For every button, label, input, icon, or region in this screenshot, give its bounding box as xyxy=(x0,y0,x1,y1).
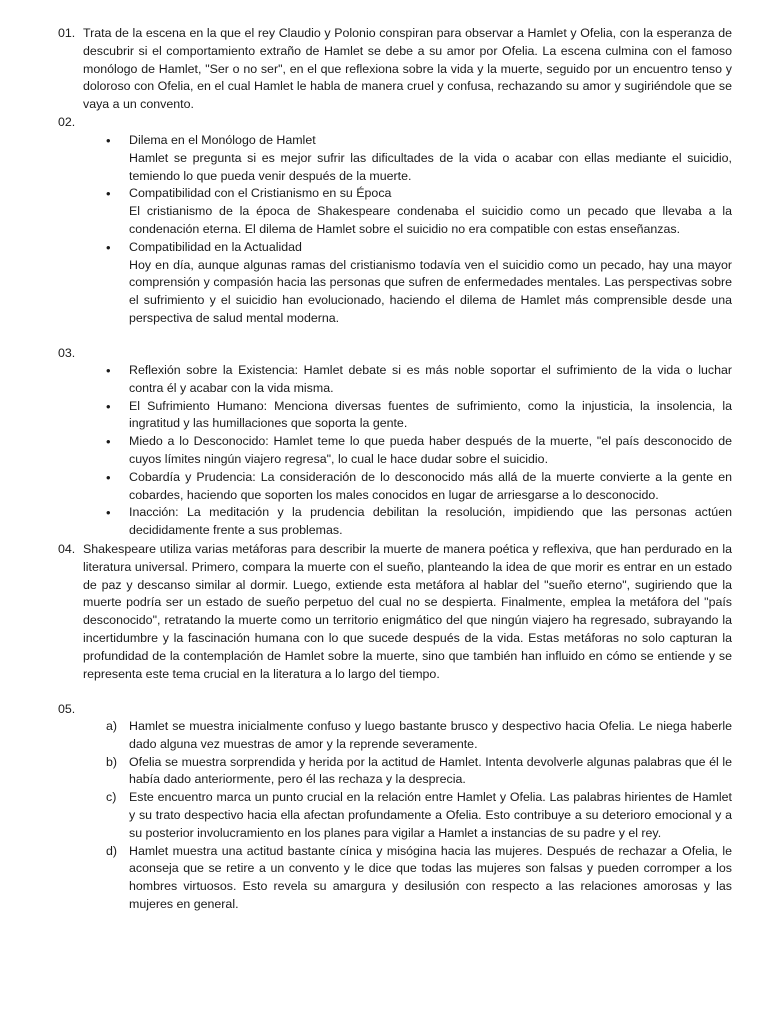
answer-03-list xyxy=(58,362,732,540)
list-item xyxy=(58,789,732,842)
bullet-icon: • xyxy=(106,434,111,450)
bullet-icon: • xyxy=(106,469,111,485)
item-letter: c) xyxy=(106,790,117,805)
answer-number: 03. xyxy=(58,346,76,360)
list-item xyxy=(58,433,732,469)
answer-number: 01. xyxy=(58,26,76,40)
item-body: El cristianismo de la época de Shakespeare condenaba el suicidio como un pecado que llevaba a la condenación eterna. El dilema de Hamlet sobre el suicidio no era compatible con estas enseñanzas. xyxy=(129,204,732,236)
list-item xyxy=(58,843,732,914)
list-item xyxy=(58,362,732,398)
bullet-icon: • xyxy=(106,239,111,255)
item-letter: d) xyxy=(106,843,118,858)
bullet-icon: • xyxy=(106,398,111,414)
bullet-icon: • xyxy=(106,133,111,148)
item-text: Inacción: La meditación y la prudencia debilitan la resolución, impidiendo que las personas actúen decididamente frente a sus problemas. xyxy=(129,505,732,538)
list-item xyxy=(58,398,732,434)
item-text: Miedo a lo Desconocido: Hamlet teme lo que pueda haber después de la muerte, "el país desconocido de cuyos límites ningún viajero regresa", lo cual le hace dudar sobre el suicidio. xyxy=(129,434,732,466)
answer-04 xyxy=(58,541,732,683)
list-item xyxy=(58,754,732,790)
item-title: Compatibilidad en la Actualidad xyxy=(129,239,302,254)
item-body: Hamlet se pregunta si es mejor sufrir las dificultades de la vida o acabar con ellas mediante el suicidio, temiendo lo que pueda venir después de la muerte. xyxy=(129,150,732,183)
item-letter: a) xyxy=(106,719,118,733)
list-item xyxy=(58,239,732,328)
bullet-icon: • xyxy=(106,186,111,202)
answer-text: Shakespeare utiliza varias metáforas para describir la muerte de manera poética y reflexiva, que han perdurado en la literatura universal. Primero, compara la muerte con el sueño, planteando la idea de que morir es entrar en un estado de paz y descanso similar al dormir. Luego, extiende esta metáfora al hablar del "sueño eterno", sugiriendo que la muerte podría ser un estado de sueño perpetuo del cual no se despierta. Finalmente, emplea la metáfora del "país desconocido", retratando la muerte como un territorio enigmático del que ningún viajero ha regresado, subrayando la incertidumbre y la fascinación humana con lo que sucede después de la vida. Estas metáforas no solo capturan la profundidad de la contemplación de Hamlet sobre la muerte, sino que también han influido en cómo se entiende y se representa este tema crucial en la literatura a lo largo del tiempo. xyxy=(83,542,732,681)
list-item xyxy=(58,469,732,505)
item-title: Compatibilidad con el Cristianismo en su Época xyxy=(129,186,392,201)
item-text: Ofelia se muestra sorprendida y herida por la actitud de Hamlet. Intenta devolverle algunas palabras que él le había dado anteriormente, pero él las rechaza y la desprecia. xyxy=(129,754,732,787)
item-body: Hoy en día, aunque algunas ramas del cristianismo todavía ven el suicidio como un pecado, hay una mayor comprensión y compasión hacia las personas que sufren de enfermedades mentales. Las perspectivas sobre el sufrimiento y el suicidio han evolucionado, haciendo el dilema de Hamlet más comprensible desde una perspectiva de salud mental moderna. xyxy=(129,257,732,325)
list-item xyxy=(58,504,732,540)
answer-number: 04. xyxy=(58,542,76,556)
answer-number: 02. xyxy=(58,115,76,129)
answer-text: Trata de la escena en la que el rey Claudio y Polonio conspiran para observar a Hamlet y Ofelia, con la esperanza de descubrir si el comportamiento extraño de Hamlet se debe a su amor por Ofelia. La escena culmina con el famoso monólogo de Hamlet, "Ser o no ser", en el que reflexiona sobre la vida y la muerte, seguido por un encuentro tenso y doloroso con Ofelia, en el cual Hamlet le habla de manera cruel y confusa, rechazando su amor y sugiriéndole que se vaya a un convento. xyxy=(83,26,732,112)
answer-02-list xyxy=(58,132,732,328)
answer-number: 05. xyxy=(58,702,76,716)
answer-01 xyxy=(58,25,732,114)
answer-05-list xyxy=(58,718,732,914)
bullet-icon: • xyxy=(106,363,111,378)
item-text: Cobardía y Prudencia: La consideración de lo desconocido más allá de la muerte convierte a la gente en cobardes, haciendo que soporten los males conocidos en lugar de arriesgarse a lo desconocido. xyxy=(129,469,732,502)
bullet-icon: • xyxy=(106,505,111,521)
item-text: Reflexión sobre la Existencia: Hamlet debate si es más noble soportar el sufrimiento de la vida o luchar contra él y acabar con la vida misma. xyxy=(129,363,732,395)
list-item xyxy=(58,185,732,238)
list-item xyxy=(58,718,732,754)
item-text: Este encuentro marca un punto crucial en la relación entre Hamlet y Ofelia. Las palabras hirientes de Hamlet y su trato despectivo hacia ella afectan profundamente a Ofelia. Esto contribuye a su deterioro emocional y a su posterior involucramiento en los planes para vigilar a Hamlet a instancias de su padre y el rey. xyxy=(129,790,732,840)
list-item xyxy=(58,132,732,185)
item-letter: b) xyxy=(106,754,118,769)
item-text: Hamlet muestra una actitud bastante cínica y misógina hacia las mujeres. Después de rechazar a Ofelia, le aconseja que se retire a un convento y le dice que todas las mujeres son falsas y pueden corromper a los hombres virtuosos. Esto revela su amargura y desilusión con respecto a las relaciones amorosas y las mujeres en general. xyxy=(129,843,732,911)
item-text: El Sufrimiento Humano: Menciona diversas fuentes de sufrimiento, como la injusticia, la insolencia, la ingratitud y las humillaciones que soporta la gente. xyxy=(129,398,732,431)
item-text: Hamlet se muestra inicialmente confuso y luego bastante brusco y despectivo hacia Ofelia. Le niega haberle dado alguna vez muestras de amor y la reprende severamente. xyxy=(129,719,732,751)
item-title: Dilema en el Monólogo de Hamlet xyxy=(129,133,316,147)
